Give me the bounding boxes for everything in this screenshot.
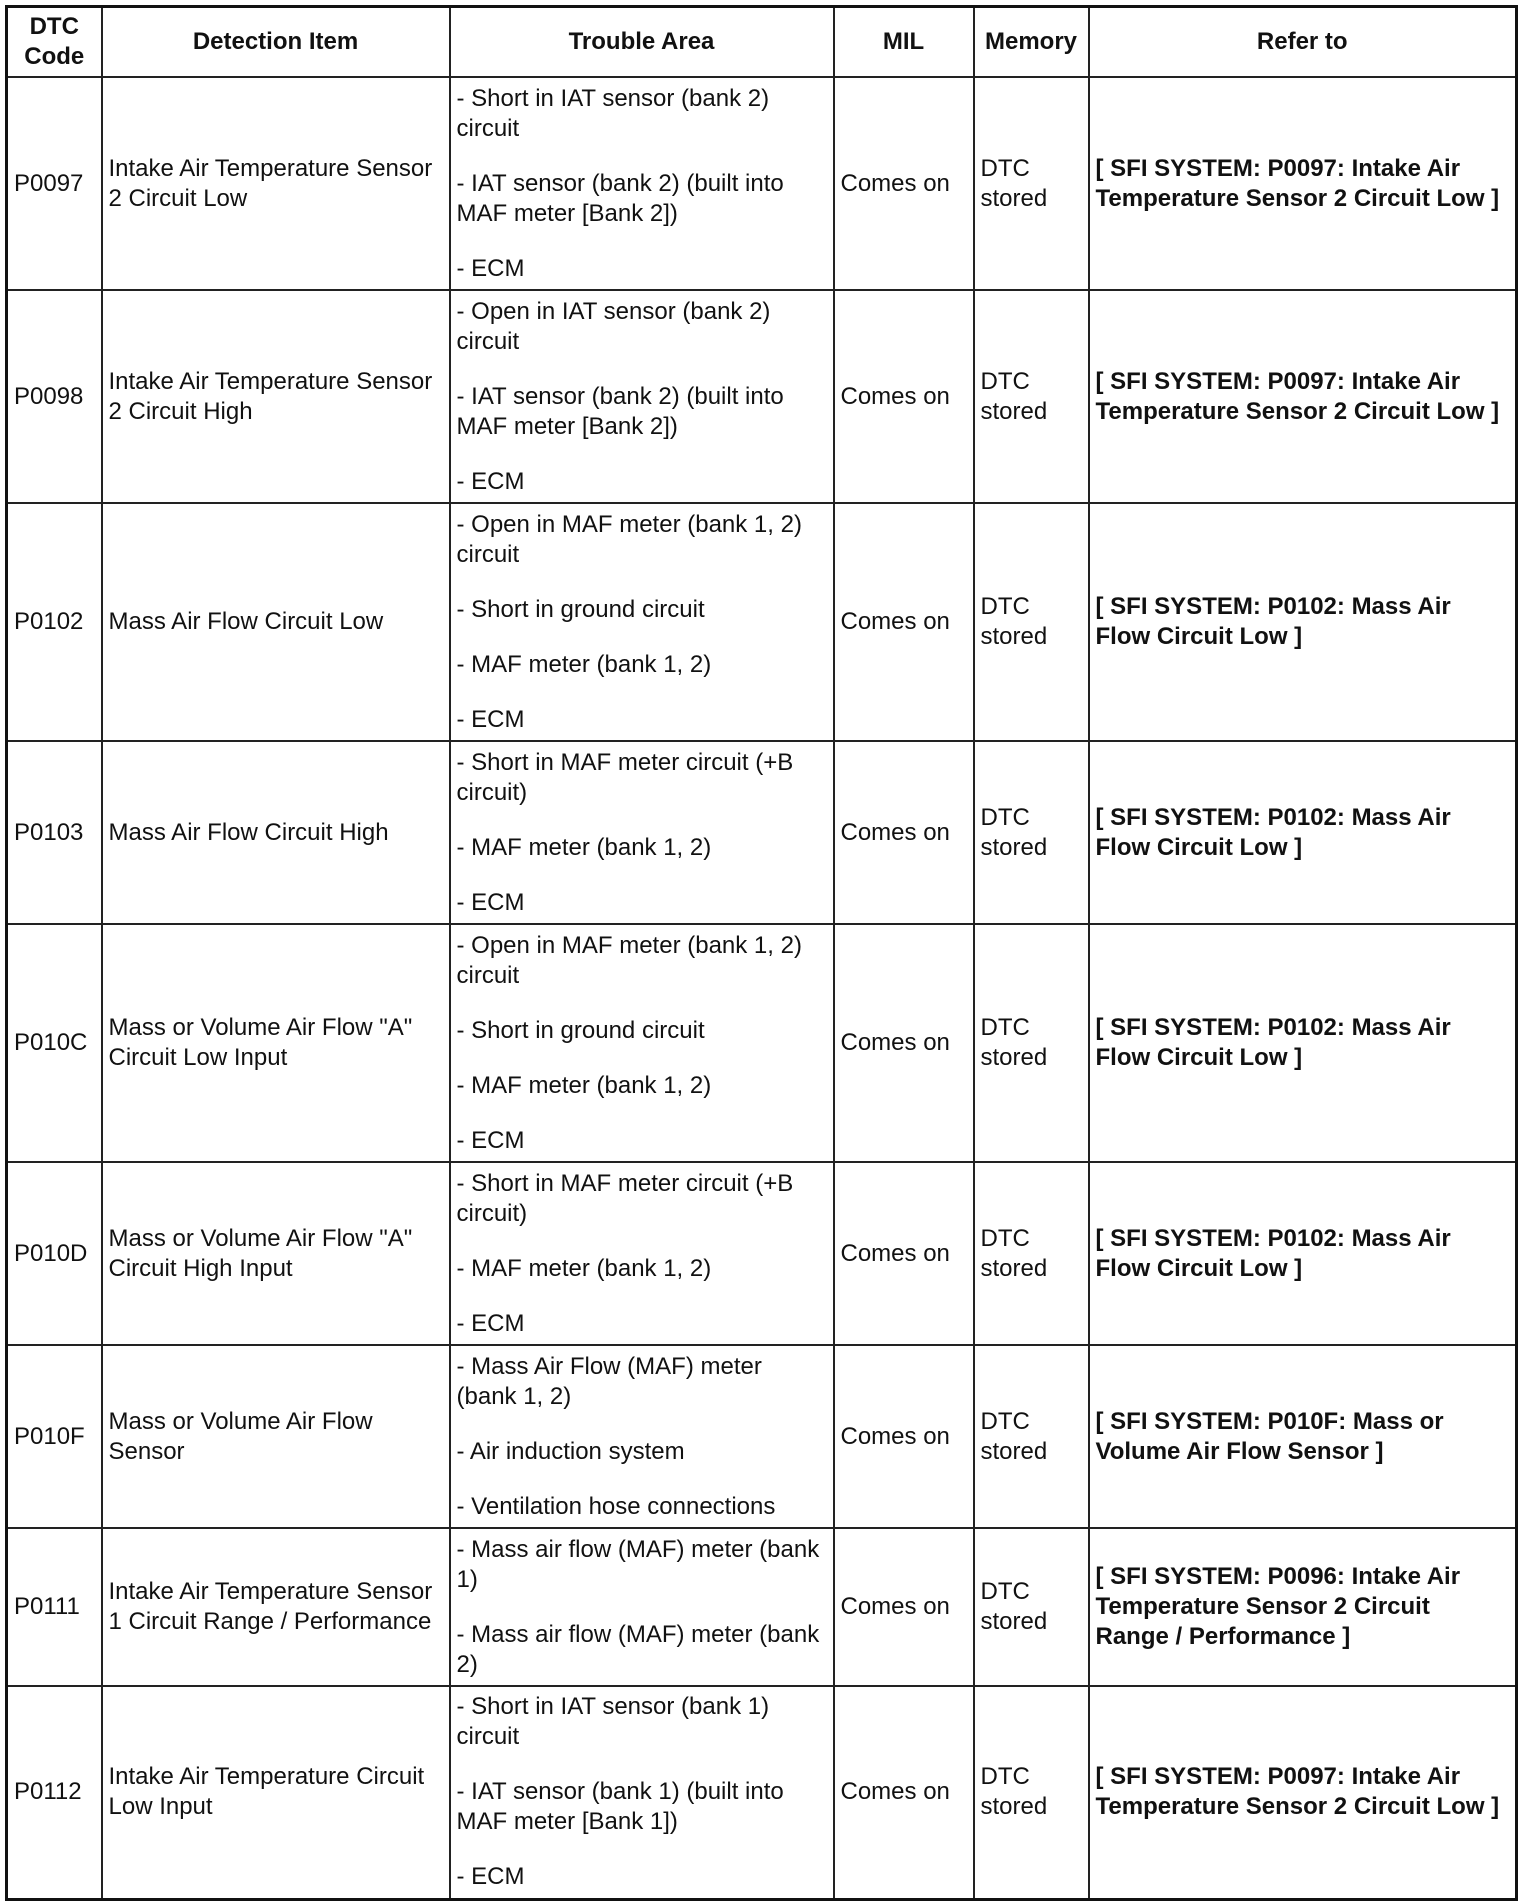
table-row — [7, 1345, 1517, 1528]
trouble-area-item: - ECM — [456, 467, 525, 495]
memory-cell: DTC stored — [974, 1686, 1089, 1899]
trouble-area-item: - ECM — [456, 1126, 525, 1154]
header-row — [7, 7, 1517, 78]
trouble-area-item: - Short in MAF meter circuit (+B circuit) — [456, 748, 794, 806]
table-row — [7, 1686, 1517, 1899]
table-row — [7, 77, 1517, 290]
memory-cell: DTC stored — [974, 924, 1089, 1162]
dtc-code-cell: P0098 — [7, 290, 102, 503]
trouble-area-item: - Short in ground circuit — [456, 595, 705, 623]
trouble-area-item: - ECM — [456, 1863, 525, 1891]
table-row — [7, 741, 1517, 924]
refer-to-cell: [ SFI SYSTEM: P0097: Intake Air Temperature Sensor 2 Circuit Low ] — [1089, 77, 1517, 290]
table-row — [7, 924, 1517, 1162]
mil-cell: Comes on — [834, 1528, 974, 1686]
memory-cell: DTC stored — [974, 741, 1089, 924]
memory-cell: DTC stored — [974, 77, 1089, 290]
detection-item-cell: Intake Air Temperature Sensor 2 Circuit High — [102, 290, 450, 503]
detection-item-cell: Mass Air Flow Circuit High — [102, 741, 450, 924]
memory-cell: DTC stored — [974, 1162, 1089, 1345]
dtc-code-cell: P010F — [7, 1345, 102, 1528]
detection-item-cell: Mass or Volume Air Flow "A" Circuit High Input — [102, 1162, 450, 1345]
mil-cell: Comes on — [834, 1686, 974, 1899]
trouble-area-item: - ECM — [456, 254, 525, 282]
memory-cell: DTC stored — [974, 1528, 1089, 1686]
trouble-area-item: - Short in IAT sensor (bank 1) circuit — [456, 1693, 770, 1751]
dtc-code-cell: P0111 — [7, 1528, 102, 1686]
table-body — [7, 77, 1517, 1899]
table-row — [7, 1162, 1517, 1345]
trouble-area-cell — [450, 741, 834, 924]
table-header — [7, 7, 1517, 78]
trouble-area-item: - ECM — [456, 1309, 525, 1337]
dtc-code-cell: P0097 — [7, 77, 102, 290]
trouble-area-item: - Short in IAT sensor (bank 2) circuit — [456, 84, 770, 142]
trouble-area-cell — [450, 1162, 834, 1345]
detection-item-cell: Intake Air Temperature Sensor 1 Circuit Range / Performance — [102, 1528, 450, 1686]
dtc-code-cell: P0103 — [7, 741, 102, 924]
table-row — [7, 290, 1517, 503]
trouble-area-item: - Short in MAF meter circuit (+B circuit) — [456, 1169, 794, 1227]
mil-cell: Comes on — [834, 1162, 974, 1345]
header-memory: Memory — [974, 7, 1089, 78]
trouble-area-item: - MAF meter (bank 1, 2) — [456, 1071, 712, 1099]
dtc-table — [5, 5, 1518, 1901]
trouble-area-item: - Air induction system — [456, 1437, 685, 1465]
mil-cell: Comes on — [834, 924, 974, 1162]
mil-cell: Comes on — [834, 290, 974, 503]
header-trouble-area: Trouble Area — [450, 7, 834, 78]
header-detection-item: Detection Item — [102, 7, 450, 78]
trouble-area-item: - IAT sensor (bank 1) (built into MAF meter [Bank 1]) — [456, 1778, 784, 1836]
trouble-area-item: - Ventilation hose connections — [456, 1492, 776, 1520]
detection-item-cell: Mass or Volume Air Flow "A" Circuit Low Input — [102, 924, 450, 1162]
header-dtc-code: DTC Code — [7, 7, 102, 78]
trouble-area-cell — [450, 1345, 834, 1528]
refer-to-cell: [ SFI SYSTEM: P0097: Intake Air Temperature Sensor 2 Circuit Low ] — [1089, 290, 1517, 503]
dtc-code-cell: P010C — [7, 924, 102, 1162]
trouble-area-item: - Short in ground circuit — [456, 1016, 705, 1044]
trouble-area-item: - IAT sensor (bank 2) (built into MAF meter [Bank 2]) — [456, 382, 784, 440]
trouble-area-cell — [450, 290, 834, 503]
trouble-area-item: - Mass air flow (MAF) meter (bank 1) — [456, 1535, 820, 1593]
trouble-area-item: - MAF meter (bank 1, 2) — [456, 833, 712, 861]
header-mil: MIL — [834, 7, 974, 78]
detection-item-cell: Mass Air Flow Circuit Low — [102, 503, 450, 741]
trouble-area-cell — [450, 924, 834, 1162]
memory-cell: DTC stored — [974, 1345, 1089, 1528]
mil-cell: Comes on — [834, 503, 974, 741]
detection-item-cell: Intake Air Temperature Sensor 2 Circuit Low — [102, 77, 450, 290]
detection-item-cell: Intake Air Temperature Circuit Low Input — [102, 1686, 450, 1899]
dtc-code-cell: P0112 — [7, 1686, 102, 1899]
refer-to-cell: [ SFI SYSTEM: P0097: Intake Air Temperature Sensor 2 Circuit Low ] — [1089, 1686, 1517, 1899]
trouble-area-item: - Open in MAF meter (bank 1, 2) circuit — [456, 510, 802, 568]
dtc-code-cell: P0102 — [7, 503, 102, 741]
dtc-code-cell: P010D — [7, 1162, 102, 1345]
header-refer-to: Refer to — [1089, 7, 1517, 78]
trouble-area-item: - Mass Air Flow (MAF) meter (bank 1, 2) — [456, 1352, 762, 1410]
detection-item-cell: Mass or Volume Air Flow Sensor — [102, 1345, 450, 1528]
mil-cell: Comes on — [834, 1345, 974, 1528]
trouble-area-cell — [450, 1528, 834, 1686]
trouble-area-item: - Mass air flow (MAF) meter (bank 2) — [456, 1620, 820, 1678]
trouble-area-cell — [450, 1686, 834, 1899]
trouble-area-item: - Open in IAT sensor (bank 2) circuit — [456, 297, 771, 355]
refer-to-cell: [ SFI SYSTEM: P0102: Mass Air Flow Circuit Low ] — [1089, 1162, 1517, 1345]
trouble-area-cell — [450, 77, 834, 290]
trouble-area-cell — [450, 503, 834, 741]
trouble-area-item: - IAT sensor (bank 2) (built into MAF meter [Bank 2]) — [456, 169, 784, 227]
trouble-area-item: - MAF meter (bank 1, 2) — [456, 650, 712, 678]
trouble-area-item: - MAF meter (bank 1, 2) — [456, 1254, 712, 1282]
trouble-area-item: - ECM — [456, 888, 525, 916]
memory-cell: DTC stored — [974, 503, 1089, 741]
trouble-area-item: - ECM — [456, 705, 525, 733]
mil-cell: Comes on — [834, 77, 974, 290]
trouble-area-item: - Open in MAF meter (bank 1, 2) circuit — [456, 931, 802, 989]
refer-to-cell: [ SFI SYSTEM: P0102: Mass Air Flow Circuit Low ] — [1089, 503, 1517, 741]
table-row — [7, 503, 1517, 741]
refer-to-cell: [ SFI SYSTEM: P0096: Intake Air Temperature Sensor 2 Circuit Range / Performance ] — [1089, 1528, 1517, 1686]
refer-to-cell: [ SFI SYSTEM: P0102: Mass Air Flow Circuit Low ] — [1089, 741, 1517, 924]
refer-to-cell: [ SFI SYSTEM: P010F: Mass or Volume Air Flow Sensor ] — [1089, 1345, 1517, 1528]
refer-to-cell: [ SFI SYSTEM: P0102: Mass Air Flow Circuit Low ] — [1089, 924, 1517, 1162]
table-row — [7, 1528, 1517, 1686]
mil-cell: Comes on — [834, 741, 974, 924]
memory-cell: DTC stored — [974, 290, 1089, 503]
